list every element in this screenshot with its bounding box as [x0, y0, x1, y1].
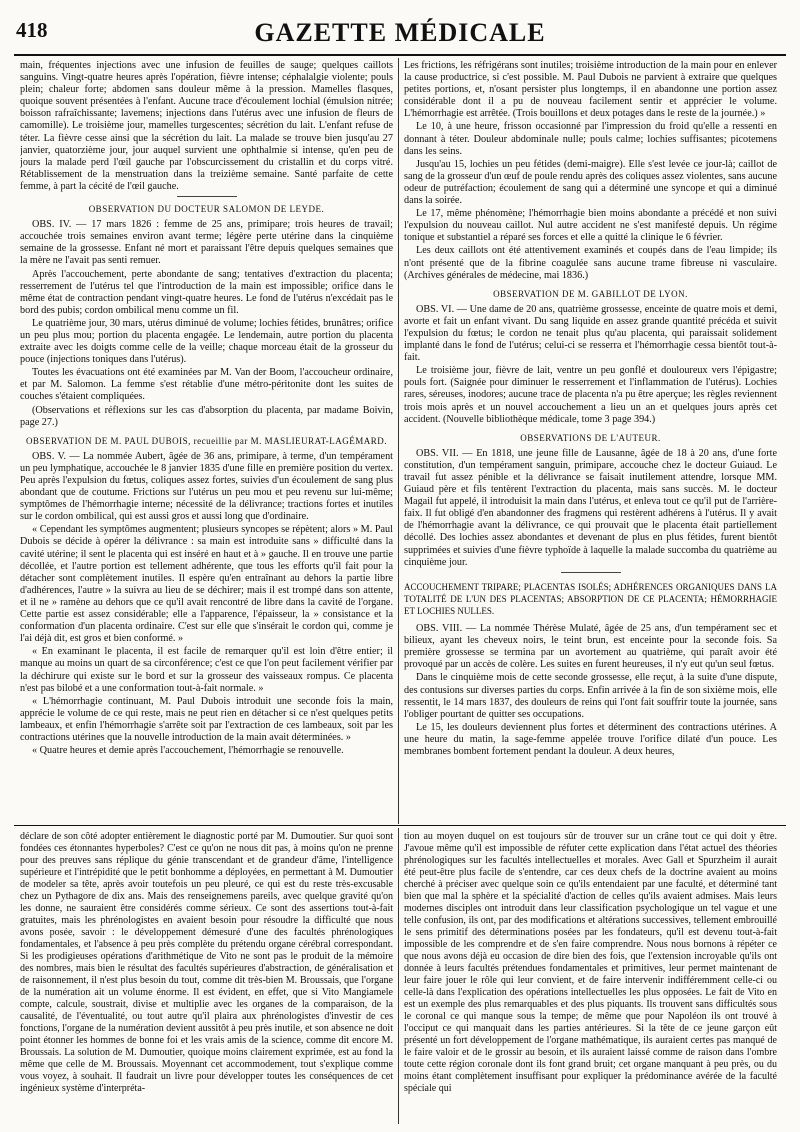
separator [177, 196, 237, 197]
separator [561, 572, 621, 573]
page-header [14, 12, 786, 52]
paragraph: OBS. VI. — Une dame de 20 ans, quatrième grossesse, enceinte de quatre mois et demi, avorte et fait un enfant vivant. Du sang liquide en assez grande quantité précéda et suivit l'expulsion du fœtus; le cordon ne tenait plus qu'au placenta, qui paraissait solidement implanté dans le fond de l'utérus; celui-ci se resserra et l'hémorrhagie cessa bientôt tout-à-fait. [404, 303, 777, 364]
right-column [404, 60, 777, 822]
paragraph: main, fréquentes injections avec une infusion de feuilles de sauge; quelques caillots sanguins. Vingt-quatre heures après l'opération, fièvre intense; céphalalgie violente; pouls plein; chaleur forte; abdomen sans douleur même à la pression. Mamelles flasques, quoique souvent présentées à l'enfant. Aucune trace d'écoulement lochial (émulsion nitrée; boisson rafraîchissante; lavemens; injections dans l'utérus avec une infusion de fleurs de camomille). Le troisième jour, mamelles turgescentes; sécrétion du lait. L'enfant refuse de téter. La fièvre cesse ainsi que la sécrétion du lait. La malade se trouve bien jusqu'au 27 janvier, quatorzième jour, jour auquel survient une ophthalmie si intense, qu'en peu de jours la malade perd l'œil gauche par l'obscurcissement du cristallin et du corps vitré. Rétablissement de la menstruation dans la treizième semaine. Santé parfaite de cette femme, à part la cécité de l'œil gauche. [20, 60, 393, 192]
paragraph: Les deux caillots ont été attentivement examinés et coupés dans de l'eau limpide; ils n'ont présenté que de la fibrine coagulée sans aucune trame fibreuse ni vasculaire. (Archives générales de médecine, mai 1836.) [404, 245, 777, 281]
paragraph: Le quatrième jour, 30 mars, utérus diminué de volume; lochies fétides, brunâtres; orifice un peu plus mou; portion du placenta engagée. Le lendemain, autre portion du placenta extraite avec les doigts comme celle de la veille; chaque morceau était de la grosseur du pouce (injections toniques dans l'utérus). [20, 317, 393, 366]
paragraph: Toutes les évacuations ont été examinées par M. Van der Boom, l'accoucheur ordinaire, et par M. Salomon. La femme s'est rétablie d'une métro-péritonite dont les suites de couches s'étaient compliquées. [20, 367, 393, 403]
paragraph: Les frictions, les réfrigérans sont inutiles; troisième introduction de la main pour en enlever la cause productrice, si c'est possible. M. Paul Dubois ne parvient à extraire que quelques petites portions, et, n'osant persister plus longtemps, il en abandonne une portion assez considérable dont il a pu de nouveau facilement sentir et apprécier le volume. L'hémorrhagie est arrêtée. (Trois bouillons et deux potages dans le reste de la journée.) » [404, 60, 777, 120]
paragraph: OBS. VII. — En 1818, une jeune fille de Lausanne, âgée de 18 à 20 ans, d'une forte constitution, d'un tempérament sanguin, primipare, accouche chez le docteur Guiaud. Le travail fut assez pénible et la délivrance se faisait inutilement attendre, lorsque MM. Guiaud père et fils tentèrent l'extraction du placenta, mais sans succès. M. le docteur Magail fut appelé, il introduisit la main dans l'utérus, et enleva tout ce qu'il put de l'arrière-faix. Il fut obligé d'en abandonner des fragmens qui restèrent adhérens à l'utérus. Il y avait de l'hémorrhagie avant la délivrance, ce qui prouvait que le placenta était partiellement décollé. Des lochies assez abondantes et devenant de plus en plus fétides, furent bientôt supprimées et suivies d'une fièvre typhoïde à laquelle la malade succomba du quatrième au cinquième jour. [404, 447, 777, 568]
column-divider [398, 58, 399, 824]
topic-heading: ACCOUCHEMENT TRIPARE; PLACENTAS ISOLÉS; ADHÉRENCES ORGANIQUES DANS LA TOTALITÉ DE L'UN DES PLACENTAS; ABSORPTION DE CE PLACENTA; HÉMORRHAGIE ET LOCHIES NULLES. [404, 581, 777, 616]
paragraph: Après l'accouchement, perte abondante de sang; tentatives d'extraction du placenta; resserrement de l'utérus tel que l'introduction de la main est impossible; orifice dans le même état de contraction pendant vingt-quatre heures. Le fond de l'utérus n'excédait pas le bord des pubis; cordon ombilical menu comme un fil. [20, 268, 393, 316]
page-number: 418 [16, 18, 48, 42]
paragraph: déclare de son côté adopter entièrement le diagnostic porté par M. Dumoutier. Sur quoi sont fondées ces étonnantes hyperboles? C'est ce qu'on ne nous dit pas, à moins qu'on ne prenne pour des preuves sans réplique du génie transcendant et de grandeur d'âme, l'intelligence supérieure et l'intrépidité que le petit bonhomme a déployées, en permettant à M. Dumoutier de modeler sa tête, après avoir toutefois un peu pleuré, ce qui est du reste très-excusable chez un Pythagore de dix ans. Mais des renseignemens pareils, avec quelque gravité qu'on les donne, ne sauraient être considérés comme sérieux. Ce sont des assertions tout-à-fait gratuites, mais les phrénologistes en avaient besoin pour résoudre la difficulté que nous avons posée, savoir : le développement démesuré d'une des facultés phrénologiques fondamentales, et l'absence à peu près complète du prétendu organe cérébral correspondant. Si les prodigieuses opérations d'arithmétique de Vito ne sont pas le produit de la mémoire des nombres, mais bien le résultat des facultés supérieures d'abstraction, de généralisation et de raisonnement, il n'est plus besoin du tout, comme dit très-bien M. Broussais, que l'organe de la numération ait un volume énorme. Il est évident, en effet, que si Vito Mangiamele compte, calcule, soustrait, divise et multiplie avec les organes de la comparaison, de la causalité, de l'éventualité, ou tout autre qu'il plaira aux phrénologistes d'investir de ces fonctions, l'organe de la numération devient aussitôt à peu près inutile, et son absence ne doit point étonner les hommes de bonne foi et les vrais amis de la science, comme dit encore M. Broussais. La solution de M. Dumoutier, quoique moins clairement exprimée, est au fond la même que celle de M. Broussais. Moyennant cet accommodement, tout s'explique comme vous voyez, à souhait. Il faudrait un livre pour développer toutes les conséquences de cet ingénieux système d'interpréta- [20, 831, 393, 1094]
paragraph: Le troisième jour, fièvre de lait, ventre un peu gonflé et douloureux vers l'épigastre; pouls fort. (Saignée pour diminuer le resserrement et l'inflammation de l'utérus). Lochies rares, séreuses, inodores; aucune trace de placenta n'a pu être aperçue; les règles reviennent trois mois après et un nouvel accouchement a lieu un an et quelques jours après cet accident. (Nouvelle bibliothèque médicale, tome 3 page 394.) [404, 365, 777, 425]
paragraph: OBS. V. — La nommée Aubert, âgée de 36 ans, primipare, à terme, d'un tempérament un peu lymphatique, accouchée le 8 janvier 1835 d'une fille en première position du vertex. Peu après l'expulsion du fœtus, coliques assez fortes, suivies d'un écoulement de sang plus abondant que de coutume. Frictions sur l'utérus un peu mou et peu revenu sur lui-même; symptômes de l'hémorrhagie interne; nécessité de la délivrance; tractions fortes et inutiles sur le cordon ombilical, qui est aussi gros et aussi long que d'ordinaire. [20, 450, 393, 523]
paragraph: Le 17, même phénomène; l'hémorrhagie bien moins abondante a précédé et non suivi l'expulsion du nouveau caillot. Nul autre accident ne s'est manifesté depuis. Un régime tonique et substantiel a réparé ses forces et elle a quitté la clinique le 6 février. [404, 208, 777, 244]
left-column [20, 60, 393, 822]
section-heading: OBSERVATION DU DOCTEUR SALOMON DE LEYDE. [88, 204, 325, 215]
paragraph: Jusqu'au 15, lochies un peu fétides (demi-maigre). Elle s'est levée ce jour-là; caillot de sang de la grosseur d'un œuf de poule rendu après des coliques assez violentes, sans aucune odeur de putréfaction; écoulement de sang qui a déterminé une syncope et qui a diminué dans la soirée. [404, 158, 777, 207]
section-heading: OBSERVATIONS DE L'AUTEUR. [520, 432, 661, 443]
feuilleton-rule [14, 825, 786, 826]
paragraph: OBS. IV. — 17 mars 1826 : femme de 25 ans, primipare; trois heures de travail; accouchée trois semaines environ avant terme; légère perte utérine dans la cinquième semaine de la grossesse. Enfant né mort et paraissant l'être depuis quelques semaines que la mère ne l'avait pas senti remuer. [20, 219, 393, 267]
paragraph: Le 15, les douleurs deviennent plus fortes et déterminent des contractions utérines. A une heure du matin, la sage-femme appelée trouve l'orifice dilaté d'un pouce. Les membranes bombent fortement pendant la douleur. A deux heures, [404, 721, 777, 757]
paragraph: « En examinant le placenta, il est facile de remarquer qu'il est loin d'être entier; il manque au moins un quart de sa circonférence; c'est ce que l'on peut facilement vérifier par la déchirure qui existe sur le bord et sur la grosseur des vaisseaux rompus. Ce placenta n'est pas bilobé et a une conformation tout-à-fait normale. » [20, 646, 393, 694]
section-heading: OBSERVATION DE M. PAUL DUBOIS, recueillie par M. MASLIEURAT-LAGÉMARD. [25, 435, 388, 446]
paragraph: « Quatre heures et demie après l'accouchement, l'hémorrhagie se renouvelle. [32, 745, 344, 757]
feuilleton-right-column [404, 831, 777, 1126]
feuilleton-left-column [20, 831, 393, 1126]
journal-title: GAZETTE MÉDICALE [254, 18, 546, 47]
header-rule [14, 54, 786, 56]
paragraph: tion au moyen duquel on est toujours sûr de trouver sur un crâne tout ce qui doit y être. J'avoue même qu'il est impossible de réfuter cette explication dans l'état actuel des théories phrénologiques sur les facultés intellectuelles et morales. Avec Gall et Spurzheim il aurait été peut-être plus facile de s'entendre, car ces deux chefs de la doctrine avaient au moins cherché à préciser avec quelque soin ce qu'ils entendaient par une faculté, et déterminé tant bien que mal la sphère et la spécialité d'action de celles qu'ils avaient admises. Mais leurs modernes disciples ont introduit dans leur classification psychologique un tel vague et une telle confusion, ils ont, par des modifications et altérations successives, tellement embrouillé le sens primitif des déterminations posées par les fondateurs, qu'il est devenu tout-à-fait impossible de les comprendre et de s'en faire comprendre. Nous nous bornons à répéter ce que nous avons déjà eu occasion de dire bien des fois, que l'extension incroyable qu'ils ont donnée à leurs facultés prétendues fondamentales et primitives, leur permet maintenant de leur faire jouer le rôle qui leur convient, et de faire intervenir indifféremment celle-ci ou celle-là dans l'explication des opérations intellectuelles les plus opposées. Le fait de Vito en est un exemple des plus remarquables et des plus piquants. Ils trouvent sans difficultés sous le coronal ce qui manque sous la tempe; de même que pour Napoléon ils ont trouvé à l'occiput ce qui manquait dans les parties antérieures. Si la tête de ce jeune garçon eût présenté un fort développement de l'organe mathématique, ils auraient certes pas manqué de le faire valoir et de le grossir au besoin, et ils auraient laissé comme de raison dans l'ombre toute cette région coronale dont ils font grand bruit; cet organe manquant à peu près, ou du moins étant complètement insuffisant pour expliquer la prédominance avérée de la faculté spéciale qui [404, 831, 777, 1094]
paragraph: Dans le cinquième mois de cette seconde grossesse, elle reçut, à la suite d'une dispute, des contusions sur diverses parties du corps. Enfin arrivée à la fin de son sixième mois, elle ressentit, le 14 mars 1837, des douleurs de reins qui l'ont fait souffrir toute la journée, sans l'obliger pourtant de quitter ses occupations. [404, 672, 777, 720]
paragraph: « Cependant les symptômes augmentent; plusieurs syncopes se répètent; alors » M. Paul Dubois se décide à opérer la délivrance : sa main est introduite sans » difficulté dans la cavité utérine; il sent le placenta qui est inséré en haut et à » gauche. Il en trouve une partie décollée, et l'autre portion est tellement adhérente, que tous les efforts qu'il fait pour la détacher sont complètement inutiles. Il espère qu'en entraînant au dehors la partie libre d'adhérences, l'autre » la suivra au lieu de se déchirer; mais il est trompé dans son attente, et il ne » ramène au dehors que ce qu'il avait rencontré de libre dans la cavité de l'organe. Cette partie est assez considérable; elle a l'apparence, l'épaisseur, la » consistance et la conformation d'un placenta ordinaire. C'est sur elle que s'insérait le cordon qui, comme je l'ai déjà dit, est gros et bien conformé. » [20, 524, 393, 645]
paragraph: Le 10, à une heure, frisson occasionné par l'impression du froid qu'elle a ressenti en donnant à téter. Douleur abdominale nulle; pouls calme; lochies suffisantes; picotemens dans les seins. [404, 121, 777, 157]
paragraph: « L'hémorrhagie continuant, M. Paul Dubois introduit une seconde fois la main, apprécie le volume de ce qui reste, mais ne peut rien en détacher si ce n'est quelques petits lambeaux, et enfin l'hémorrhagie s'arrête soit par l'extraction de ces lambeaux, soit par les contractions utérines que la nouvelle introduction de la main avait déterminées. » [20, 695, 393, 743]
paragraph: (Observations et réflexions sur les cas d'absorption du placenta, par madame Boivin, page 27.) [20, 404, 393, 428]
column-divider [398, 828, 399, 1124]
section-heading: OBSERVATION DE M. GABILLOT DE LYON. [493, 288, 688, 299]
paragraph: OBS. VIII. — La nommée Thérèse Mulaté, âgée de 25 ans, d'un tempérament sec et bilieux, ayant les cheveux noirs, le teint brun, est enceinte pour la seconde fois. Sa première grossesse se termina par un avortement au quatrième, qui paraît avoir été provoqué par un accès de colère. Les suites en furent heureuses, il n'y eut qu'un seul fœtus. [404, 623, 777, 671]
